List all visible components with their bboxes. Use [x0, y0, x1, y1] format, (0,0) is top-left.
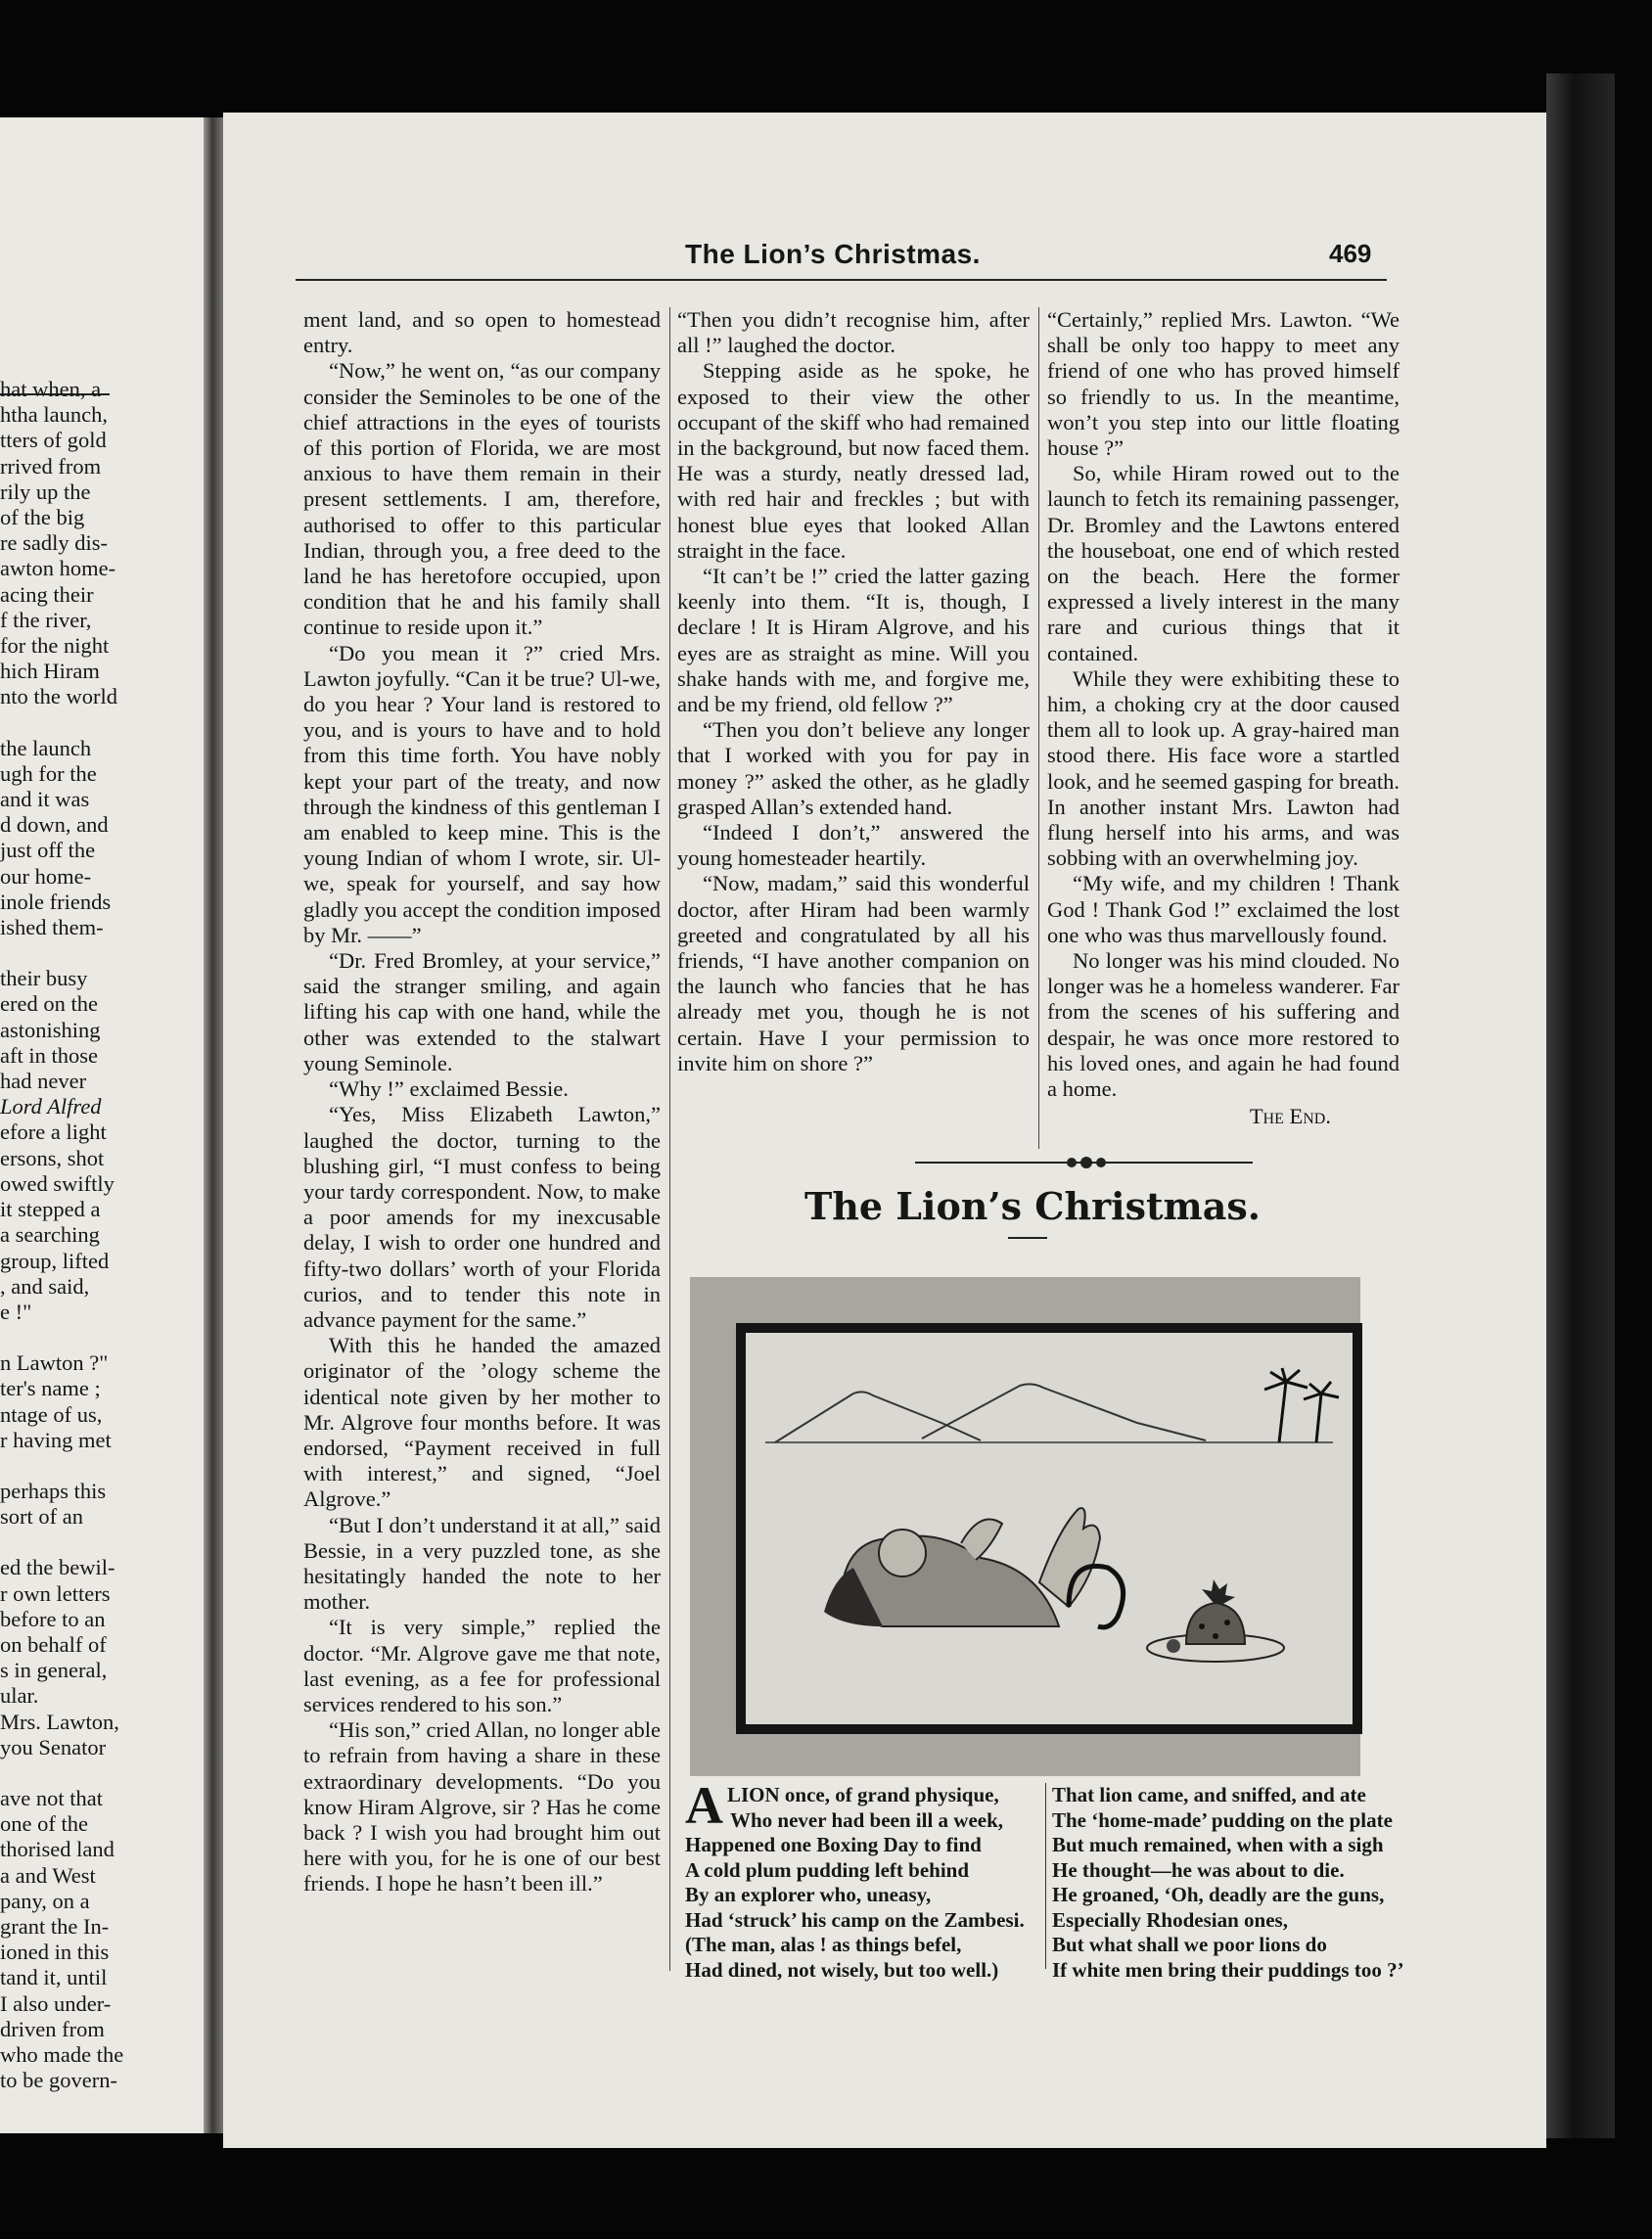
- poem-line: But much remained, when with a sigh: [1052, 1833, 1384, 1856]
- facing-page-line: I also under-: [0, 1990, 112, 2016]
- facing-page-line: hich Hiram: [0, 659, 100, 684]
- article-paragraph: With this he handed the amazed originator of the ’ology scheme the identical note given by her mother to Mr. Algrove four months before. It was endorsed, “Payment received in full with interest,” and signed, “Joel Algrove.”: [303, 1333, 661, 1512]
- facing-page-line: astonishing: [0, 1017, 101, 1042]
- article-paragraph: “Now,” he went on, “as our company consider the Seminoles to be one of the chief attractions in the eyes of tourists of this portion of Florida, we are most anxious to have them remain in their present settlements. I am, therefore, authorised to offer to this particular Indian, through you, a free deed to the land he has heretofore occupied, upon condition that he and his family shall continue to reside upon it.”: [303, 358, 661, 640]
- facing-page-line: pany, on a: [0, 1888, 90, 1913]
- poem-column-divider: [1045, 1783, 1046, 1969]
- article-paragraph: “Indeed I don’t,” answered the young homesteader heartily.: [677, 820, 1030, 871]
- facing-page-line: [0, 940, 125, 966]
- facing-page-line: driven from: [0, 2016, 105, 2041]
- facing-page-line: their busy: [0, 966, 88, 991]
- facing-page-line: had never: [0, 1069, 87, 1094]
- poem-line: If white men bring their puddings too ?’: [1052, 1957, 1404, 1982]
- poem-line: A cold plum pudding left behind: [685, 1857, 970, 1882]
- facing-page-line: just off the: [0, 838, 96, 863]
- lion-pudding-drawing: [746, 1333, 1353, 1724]
- article-paragraph: “My wife, and my children ! Thank God ! Thank God !” exclaimed the lost one who was thus marvellously found.: [1047, 871, 1400, 947]
- facing-page-line: [0, 710, 125, 736]
- article-paragraph: “Certainly,” replied Mrs. Lawton. “We shall be only too happy to meet any friend of one who has proved himself so friendly to us. In the meantime, won’t you step into our little floating house ?”: [1047, 307, 1400, 461]
- article-paragraph: No longer was his mind clouded. No longer was he a homeless wanderer. Far from the scenes of his suffering and despair, he was once more restored to his loved ones, and again he had found a home.: [1047, 948, 1400, 1102]
- poem-line: (The man, alas ! as things befel,: [685, 1933, 962, 1956]
- facing-page-line: thorised land: [0, 1837, 115, 1862]
- facing-page-line: ed the bewil-: [0, 1555, 115, 1580]
- article-paragraph: “Now, madam,” said this wonderful doctor, after Hiram had been warmly greeted and congratulated by all his friends, “I have another companion on the launch who fancies that he has already met you, though he is not certain. Have I your permission to invite him on shore ?”: [677, 871, 1030, 1075]
- facing-page-line: to be govern-: [0, 2068, 117, 2093]
- article-paragraph: “But I don’t understand it at all,” said Bessie, in a very puzzled tone, as she hesitatingly handed the note to her mother.: [303, 1512, 661, 1615]
- facing-page-line: a and West: [0, 1862, 96, 1888]
- facing-page-line: the launch: [0, 735, 92, 760]
- facing-page-line: our home-: [0, 863, 92, 889]
- poem-line: The ‘home-made’ pudding on the plate: [1052, 1807, 1393, 1832]
- facing-page-line: awton home-: [0, 556, 116, 581]
- facing-page-line: r having met: [0, 1427, 112, 1452]
- article-paragraph: So, while Hiram rowed out to the launch to fetch its remaining passenger, Dr. Bromley and the Lawtons entered the houseboat, one end of which rested on the beach. Here the former expressed a lively interest in the many rare and curious things that it contained.: [1047, 461, 1400, 665]
- facing-page-line: d down, and: [0, 812, 109, 838]
- poem-line: That lion came, and sniffed, and ate: [1052, 1783, 1366, 1806]
- facing-page-line: before to an: [0, 1606, 106, 1631]
- facing-page-line: tand it, until: [0, 1965, 108, 1990]
- facing-page-line: who made the: [0, 2041, 124, 2067]
- facing-page-line: on behalf of: [0, 1631, 107, 1657]
- facing-page-line: rily up the: [0, 479, 91, 504]
- facing-page-line: Lord Alfred: [0, 1094, 102, 1120]
- facing-page-line: ugh for the: [0, 760, 97, 786]
- poem-stanza-2: [1052, 1783, 1404, 1983]
- column-divider: [669, 307, 670, 1971]
- book-edge: [1546, 73, 1615, 2138]
- article-paragraph: “It can’t be !” cried the latter gazing keenly into them. “It is, though, I declare ! It is Hiram Algrove, and his eyes are as straight as mine. Will you shake hands with me, and forgive me, and be my friend, old fellow ?”: [677, 564, 1030, 717]
- lion-illustration: [736, 1323, 1362, 1734]
- poem-line: He groaned, ‘Oh, deadly are the guns,: [1052, 1883, 1385, 1906]
- section-ornament: [915, 1156, 1253, 1169]
- article-column-2: [677, 307, 1030, 1076]
- facing-page-line: n Lawton ?": [0, 1350, 109, 1376]
- facing-page-line: one of the: [0, 1811, 88, 1837]
- article-paragraph: “It is very simple,” replied the doctor. “Mr. Algrove gave me that note, last evening, as a fee for professional services rendered to his son.”: [303, 1615, 661, 1716]
- facing-page-line: [0, 1530, 125, 1555]
- book-gutter: [204, 117, 223, 2133]
- facing-page-line: rrived from: [0, 453, 102, 479]
- running-title: The Lion’s Christmas.: [685, 239, 981, 269]
- facing-page: [0, 117, 204, 2133]
- article-column-3: [1047, 307, 1400, 1130]
- article-paragraph: “Yes, Miss Elizabeth Lawton,” laughed the doctor, turning to the blushing girl, “I must confess to being your tardy correspondent. Now, to make a poor amends for my inexcusable delay, I wish to order one hundred and fifty-two dollars’ worth of your Florida curios, and to tender this note in advance payment for the same.”: [303, 1102, 661, 1332]
- facing-page-line: ished them-: [0, 915, 104, 940]
- facing-page-line: ioned in this: [0, 1940, 110, 1965]
- drop-cap: A: [685, 1776, 723, 1835]
- facing-page-line: acing their: [0, 581, 94, 607]
- poem-line: By an explorer who, uneasy,: [685, 1883, 932, 1906]
- poem-line-text: LION once, of grand physique,: [727, 1783, 999, 1806]
- facing-page-line: you Senator: [0, 1734, 107, 1759]
- facing-page-line: [0, 1453, 125, 1479]
- article-paragraph: Stepping aside as he spoke, he exposed to their view the other occupant of the skiff who had remained in the background, but now faced them. He was a sturdy, neatly dressed lad, with red hair and freckles ; but with honest blue eyes that looked Allan straight in the face.: [677, 358, 1030, 563]
- facing-page-line: ular.: [0, 1683, 39, 1709]
- facing-page-line: s in general,: [0, 1658, 108, 1683]
- article-paragraph: “His son,” cried Allan, no longer able to refrain from having a share in these extraordinary developments. “Do you know Hiram Algrove, sir ? Has he come back ? I wish you had brought him out here with you, for he is one of our best friends. I hope he hasn’t been ill.”: [303, 1717, 661, 1896]
- facing-page-text: [0, 377, 125, 2093]
- poem-line: Had dined, not wisely, but too well.): [685, 1957, 999, 1982]
- article-paragraph: “Then you didn’t recognise him, after all !” laughed the doctor.: [677, 307, 1030, 358]
- facing-page-line: [0, 1760, 125, 1786]
- facing-page-line: owed swiftly: [0, 1170, 115, 1196]
- facing-page-line: efore a light: [0, 1120, 107, 1145]
- article-paragraph: “Dr. Fred Bromley, at your service,” said the stranger smiling, and again lifting his cap with one hand, while the other was extended to the stalwart young Seminole.: [303, 948, 661, 1075]
- facing-page-line: hat when, a: [0, 377, 102, 401]
- facing-page-line: ersons, shot: [0, 1145, 105, 1170]
- poem-line: Had ‘struck’ his camp on the Zambesi.: [685, 1907, 1025, 1932]
- facing-page-line: r own letters: [0, 1580, 111, 1606]
- facing-page-line: f the river,: [0, 607, 92, 632]
- poem-line: Happened one Boxing Day to find: [685, 1833, 982, 1856]
- poem-line: Especially Rhodesian ones,: [1052, 1907, 1288, 1932]
- facing-page-line: e !": [0, 1299, 32, 1324]
- facing-page-line: and it was: [0, 787, 90, 812]
- article-paragraph: “Do you mean it ?” cried Mrs. Lawton joyfully. “Can it be true? Ul-we, do you hear ? Your land is restored to you, and is yours to have and to hold from this time forth. You have nobly kept your part of the treaty, and now through the kindness of this gentleman I am enabled to keep mine. This is the young Indian of whom I wrote, sir. Ul-we, speak for yourself, and say how gladly you accept the condition imposed by Mr. ——”: [303, 640, 661, 947]
- article-column-1: [303, 307, 661, 1897]
- the-end: The End.: [1249, 1104, 1331, 1129]
- facing-page-line: ave not that: [0, 1785, 103, 1810]
- facing-page-line: tters of gold: [0, 428, 107, 453]
- facing-page-line: group, lifted: [0, 1248, 110, 1273]
- facing-page-line: nto the world: [0, 684, 117, 709]
- poem-line: Who never had been ill a week,: [730, 1807, 1004, 1832]
- poem-line: But what shall we poor lions do: [1052, 1933, 1327, 1956]
- facing-page-line: Mrs. Lawton,: [0, 1709, 119, 1734]
- poem-title: The Lion’s Christmas.: [803, 1184, 1262, 1228]
- header-rule: [296, 279, 1387, 281]
- article-paragraph: While they were exhibiting these to him, a choking cry at the door caused them all to look up. A gray-haired man stood there. His face wore a startled look, and he seemed gasping for breath. In another instant Mrs. Lawton had flung herself into his arms, and was sobbing with an overwhelming joy.: [1047, 665, 1400, 871]
- facing-page-line: a searching: [0, 1222, 100, 1248]
- facing-page-line: [0, 1325, 125, 1350]
- article-paragraph: “Then you don’t believe any longer that I worked with you for pay in money ?” asked the other, as he gladly grasped Allan’s extended hand.: [677, 717, 1030, 819]
- facing-page-line: perhaps this: [0, 1478, 107, 1503]
- facing-page-line: it stepped a: [0, 1197, 101, 1222]
- facing-page-line: aft in those: [0, 1042, 98, 1068]
- facing-page-line: of the big: [0, 505, 85, 530]
- title-rule: [1008, 1237, 1047, 1239]
- facing-page-line: , and said,: [0, 1273, 90, 1299]
- poem-line: He thought—he was about to die.: [1052, 1857, 1345, 1882]
- article-paragraph: ment land, and so open to homestead entry.: [303, 307, 661, 358]
- facing-page-line: ntage of us,: [0, 1401, 103, 1427]
- page-number: 469: [1329, 239, 1372, 268]
- facing-page-line: grant the In-: [0, 1913, 110, 1939]
- article-paragraph: “Why !” exclaimed Bessie.: [329, 1076, 569, 1102]
- facing-page-line: htha launch,: [0, 402, 108, 428]
- poem-stanza-1: [685, 1776, 1037, 1983]
- facing-page-line: inole friends: [0, 889, 112, 914]
- facing-page-line: re sadly dis-: [0, 530, 108, 556]
- column-divider: [1038, 307, 1039, 1149]
- facing-page-line: for the night: [0, 633, 110, 659]
- facing-page-line: sort of an: [0, 1504, 83, 1530]
- facing-page-line: ter's name ;: [0, 1376, 101, 1401]
- facing-page-line: ered on the: [0, 991, 98, 1017]
